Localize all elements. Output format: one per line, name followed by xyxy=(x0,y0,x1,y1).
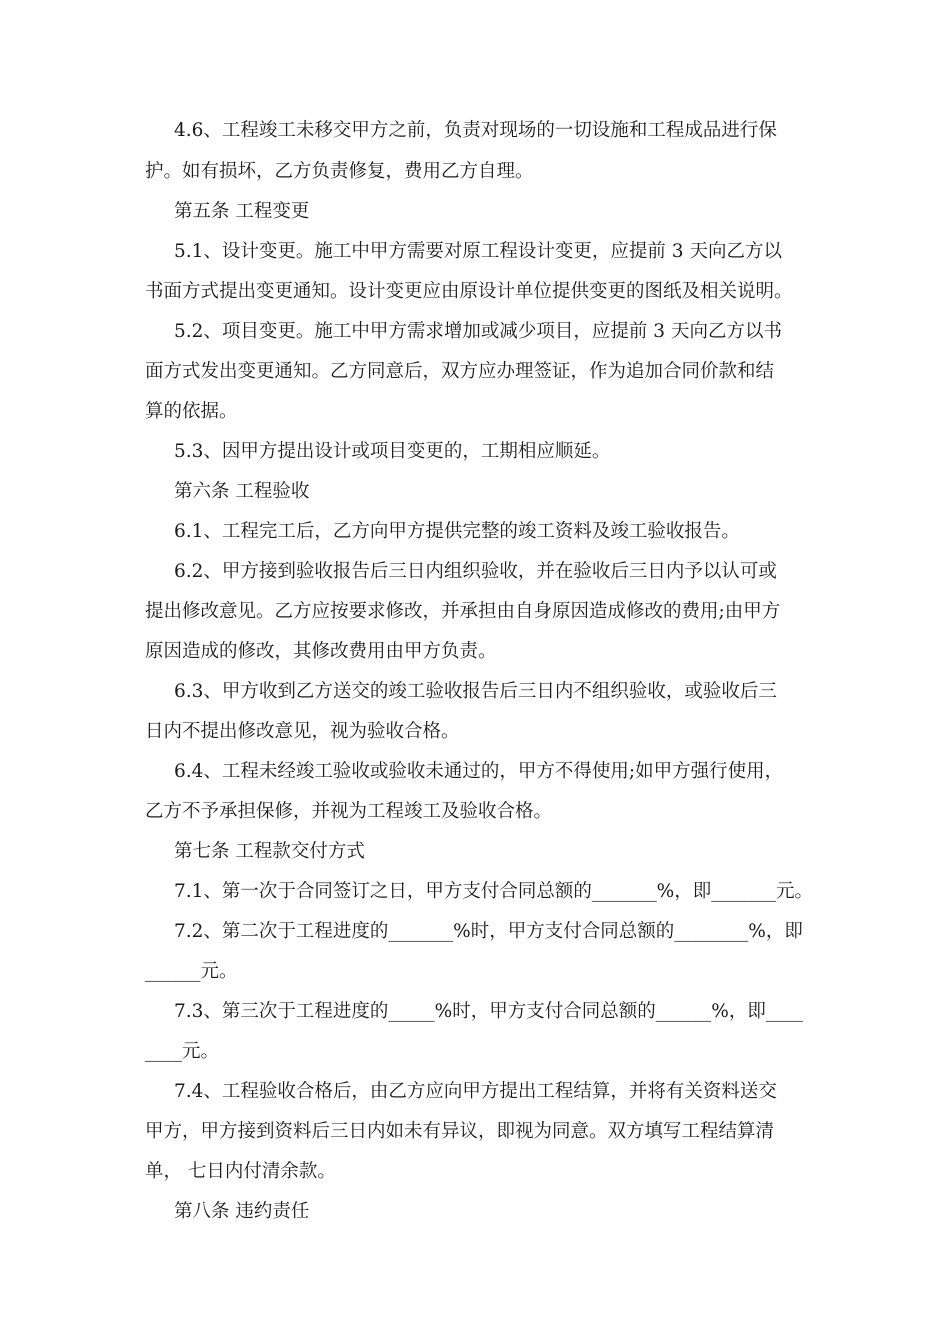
clause-5-2-line-2: 面方式发出变更通知。乙方同意后，双方应办理签证，作为追加合同价款和结 xyxy=(145,361,775,382)
clause-6-2-line-2: 提出修改意见。乙方应按要求修改，并承担由自身原因造成修改的费用;由甲方 xyxy=(145,601,781,622)
article-6-heading: 第六条 工程验收 xyxy=(174,481,310,502)
clause-5-2-line-1: 5.2、项目变更。施工中甲方需求增加或减少项目，应提前 3 天向乙方以书 xyxy=(174,321,782,342)
clause-7-2-line-1: 7.2、第二次于工程进度的_______%时，甲方支付合同总额的________%，即 xyxy=(174,921,803,942)
clause-4-6-line-1: 4.6、工程竣工未移交甲方之前，负责对现场的一切设施和工程成品进行保 xyxy=(174,120,777,141)
clause-7-4-line-1: 7.4、工程验收合格后，由乙方应向甲方提出工程结算，并将有关资料送交 xyxy=(174,1081,777,1102)
clause-6-1: 6.1、工程完工后，乙方向甲方提供完整的竣工资料及竣工验收报告。 xyxy=(174,521,740,542)
clause-6-2-line-3: 原因造成的修改，其修改费用由甲方负责。 xyxy=(145,641,497,662)
article-8-heading: 第八条 违约责任 xyxy=(174,1201,310,1222)
clause-6-4-line-1: 6.4、工程未经竣工验收或验收未通过的，甲方不得使用;如甲方强行使用， xyxy=(174,761,784,782)
clause-7-3-line-2: ____元。 xyxy=(145,1041,220,1062)
clause-5-1-line-1: 5.1、设计变更。施工中甲方需要对原工程设计变更，应提前 3 天向乙方以 xyxy=(174,241,782,262)
clause-6-4-line-2: 乙方不予承担保修，并视为工程竣工及验收合格。 xyxy=(145,801,553,822)
clause-7-3-line-1: 7.3、第三次于工程进度的_____%时，甲方支付合同总额的______%，即____ xyxy=(174,1001,803,1022)
clause-6-2-line-1: 6.2、甲方接到验收报告后三日内组织验收，并在验收后三日内予以认可或 xyxy=(174,561,777,582)
clause-5-1-line-2: 书面方式提出变更通知。设计变更应由原设计单位提供变更的图纸及相关说明。 xyxy=(145,281,793,302)
clause-4-6-line-2: 护。如有损坏，乙方负责修复，费用乙方自理。 xyxy=(145,161,534,182)
article-5-heading: 第五条 工程变更 xyxy=(174,201,310,222)
article-7-heading: 第七条 工程款交付方式 xyxy=(174,841,365,862)
clause-7-4-line-2: 甲方，甲方接到资料后三日内如未有异议，即视为同意。双方填写工程结算清 xyxy=(145,1121,775,1142)
clause-7-1: 7.1、第一次于合同签订之日，甲方支付合同总额的_______%，即_______元。 xyxy=(174,881,814,902)
clause-5-2-line-3: 算的依据。 xyxy=(145,401,238,422)
clause-7-2-line-2: ______元。 xyxy=(145,961,238,982)
clause-5-3: 5.3、因甲方提出设计或项目变更的，工期相应顺延。 xyxy=(174,441,611,462)
clause-6-3-line-1: 6.3、甲方收到乙方送交的竣工验收报告后三日内不组织验收，或验收后三 xyxy=(174,681,777,702)
clause-6-3-line-2: 日内不提出修改意见，视为验收合格。 xyxy=(145,721,460,742)
clause-7-4-line-3: 单， 七日内付清余款。 xyxy=(145,1161,336,1182)
